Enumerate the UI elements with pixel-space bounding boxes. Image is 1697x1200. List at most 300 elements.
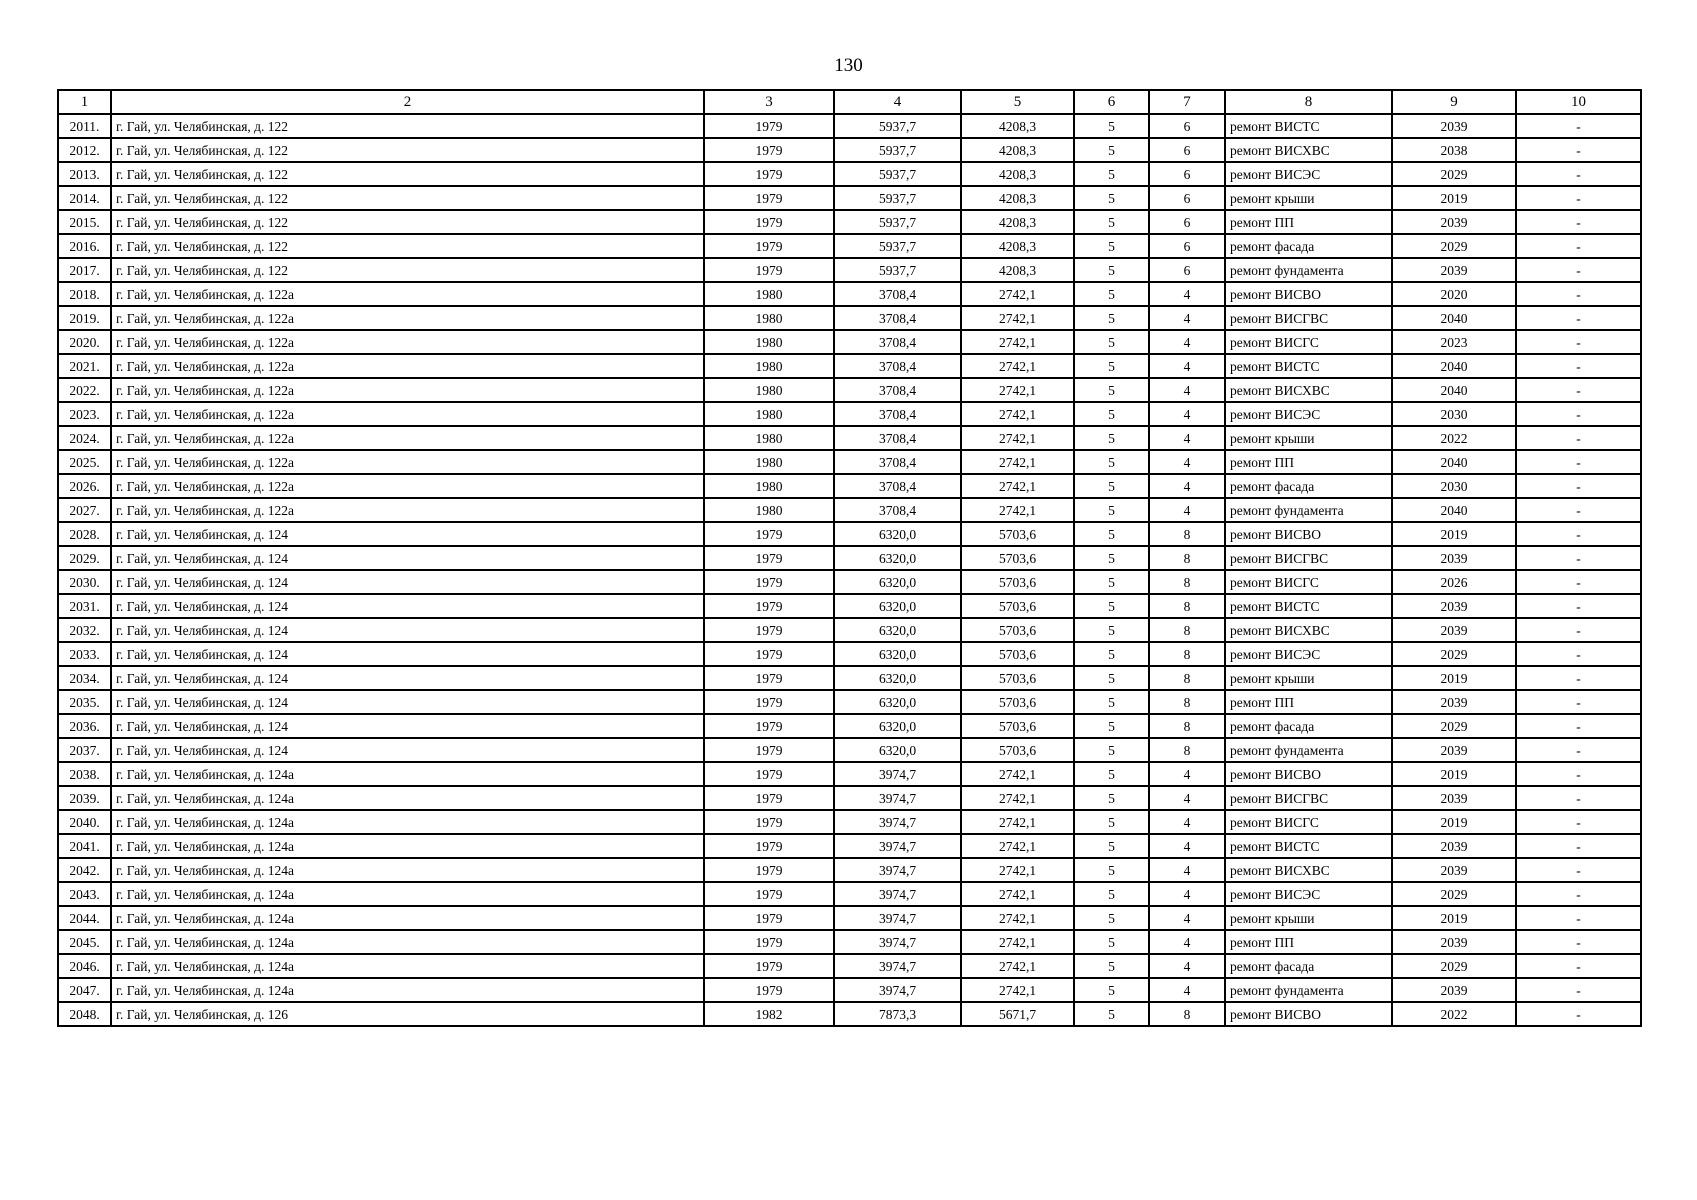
row-number-cell: 2037. [58,738,111,762]
note-cell: - [1516,138,1641,162]
build-year-cell: 1980 [704,330,834,354]
floors-cell: 5 [1074,210,1149,234]
row-number-cell: 2034. [58,666,111,690]
floors-cell: 5 [1074,858,1149,882]
entrances-cell: 4 [1149,930,1225,954]
table-row [58,546,1641,570]
living-area-cell: 2742,1 [961,834,1074,858]
total-area-cell: 5937,7 [834,138,961,162]
planned-year-cell: 2039 [1392,618,1516,642]
work-type-cell: ремонт ПП [1225,210,1392,234]
work-type-cell: ремонт ВИСЭС [1225,642,1392,666]
row-number-cell: 2048. [58,1002,111,1026]
row-number-cell: 2036. [58,714,111,738]
work-type-cell: ремонт фундамента [1225,978,1392,1002]
address-cell: г. Гай, ул. Челябинская, д. 122а [111,450,704,474]
build-year-cell: 1979 [704,234,834,258]
living-area-cell: 2742,1 [961,426,1074,450]
entrances-cell: 8 [1149,642,1225,666]
build-year-cell: 1979 [704,162,834,186]
table-row [58,402,1641,426]
row-number-cell: 2011. [58,114,111,138]
planned-year-cell: 2029 [1392,162,1516,186]
note-cell: - [1516,114,1641,138]
build-year-cell: 1979 [704,930,834,954]
note-cell: - [1516,714,1641,738]
living-area-cell: 2742,1 [961,354,1074,378]
planned-year-cell: 2029 [1392,234,1516,258]
address-cell: г. Гай, ул. Челябинская, д. 124а [111,858,704,882]
planned-year-cell: 2020 [1392,282,1516,306]
row-number-cell: 2012. [58,138,111,162]
address-cell: г. Гай, ул. Челябинская, д. 122а [111,330,704,354]
work-type-cell: ремонт крыши [1225,666,1392,690]
repair-schedule-table [57,89,1642,1027]
address-cell: г. Гай, ул. Челябинская, д. 122а [111,378,704,402]
work-type-cell: ремонт ВИСГВС [1225,786,1392,810]
build-year-cell: 1979 [704,858,834,882]
table-row [58,954,1641,978]
entrances-cell: 4 [1149,426,1225,450]
table-row [58,450,1641,474]
note-cell: - [1516,786,1641,810]
build-year-cell: 1980 [704,474,834,498]
floors-cell: 5 [1074,498,1149,522]
entrances-cell: 8 [1149,618,1225,642]
work-type-cell: ремонт фундамента [1225,498,1392,522]
living-area-cell: 2742,1 [961,906,1074,930]
entrances-cell: 8 [1149,546,1225,570]
floors-cell: 5 [1074,138,1149,162]
work-type-cell: ремонт крыши [1225,906,1392,930]
note-cell: - [1516,642,1641,666]
floors-cell: 5 [1074,354,1149,378]
living-area-cell: 4208,3 [961,234,1074,258]
work-type-cell: ремонт ПП [1225,450,1392,474]
planned-year-cell: 2039 [1392,834,1516,858]
table-row [58,906,1641,930]
living-area-cell: 5703,6 [961,522,1074,546]
work-type-cell: ремонт ВИСГВС [1225,546,1392,570]
total-area-cell: 3974,7 [834,810,961,834]
table-row [58,210,1641,234]
note-cell: - [1516,810,1641,834]
row-number-cell: 2033. [58,642,111,666]
floors-cell: 5 [1074,234,1149,258]
total-area-cell: 6320,0 [834,594,961,618]
work-type-cell: ремонт ВИСВО [1225,1002,1392,1026]
table-row [58,306,1641,330]
row-number-cell: 2021. [58,354,111,378]
address-cell: г. Гай, ул. Челябинская, д. 122 [111,258,704,282]
entrances-cell: 8 [1149,522,1225,546]
work-type-cell: ремонт ВИСТС [1225,114,1392,138]
row-number-cell: 2045. [58,930,111,954]
work-type-cell: ремонт фундамента [1225,258,1392,282]
planned-year-cell: 2030 [1392,474,1516,498]
note-cell: - [1516,258,1641,282]
row-number-cell: 2029. [58,546,111,570]
row-number-cell: 2032. [58,618,111,642]
total-area-cell: 3708,4 [834,402,961,426]
table-row [58,234,1641,258]
total-area-cell: 6320,0 [834,642,961,666]
total-area-cell: 5937,7 [834,234,961,258]
planned-year-cell: 2030 [1392,402,1516,426]
entrances-cell: 4 [1149,402,1225,426]
build-year-cell: 1979 [704,906,834,930]
table-row [58,882,1641,906]
work-type-cell: ремонт фасада [1225,954,1392,978]
work-type-cell: ремонт ВИСЭС [1225,402,1392,426]
address-cell: г. Гай, ул. Челябинская, д. 122а [111,354,704,378]
address-cell: г. Гай, ул. Челябинская, д. 124а [111,930,704,954]
planned-year-cell: 2023 [1392,330,1516,354]
total-area-cell: 6320,0 [834,522,961,546]
row-number-cell: 2040. [58,810,111,834]
total-area-cell: 5937,7 [834,114,961,138]
planned-year-cell: 2039 [1392,258,1516,282]
planned-year-cell: 2029 [1392,714,1516,738]
floors-cell: 5 [1074,618,1149,642]
table-row [58,330,1641,354]
work-type-cell: ремонт крыши [1225,426,1392,450]
address-cell: г. Гай, ул. Челябинская, д. 122а [111,402,704,426]
work-type-cell: ремонт ВИСЭС [1225,882,1392,906]
total-area-cell: 3708,4 [834,498,961,522]
entrances-cell: 6 [1149,138,1225,162]
total-area-cell: 5937,7 [834,162,961,186]
entrances-cell: 4 [1149,882,1225,906]
address-cell: г. Гай, ул. Челябинская, д. 124 [111,738,704,762]
table-row [58,666,1641,690]
total-area-cell: 5937,7 [834,210,961,234]
living-area-cell: 2742,1 [961,306,1074,330]
work-type-cell: ремонт ВИСХВС [1225,858,1392,882]
build-year-cell: 1979 [704,834,834,858]
row-number-cell: 2016. [58,234,111,258]
floors-cell: 5 [1074,690,1149,714]
column-header: 6 [1074,90,1149,114]
row-number-cell: 2018. [58,282,111,306]
living-area-cell: 2742,1 [961,330,1074,354]
build-year-cell: 1979 [704,546,834,570]
entrances-cell: 6 [1149,258,1225,282]
work-type-cell: ремонт ВИСТС [1225,834,1392,858]
living-area-cell: 2742,1 [961,930,1074,954]
total-area-cell: 6320,0 [834,690,961,714]
planned-year-cell: 2019 [1392,666,1516,690]
floors-cell: 5 [1074,882,1149,906]
note-cell: - [1516,930,1641,954]
living-area-cell: 5703,6 [961,642,1074,666]
work-type-cell: ремонт ВИСГС [1225,330,1392,354]
note-cell: - [1516,1002,1641,1026]
column-header: 1 [58,90,111,114]
note-cell: - [1516,834,1641,858]
planned-year-cell: 2039 [1392,738,1516,762]
work-type-cell: ремонт ВИСХВС [1225,378,1392,402]
entrances-cell: 4 [1149,810,1225,834]
note-cell: - [1516,618,1641,642]
work-type-cell: ремонт ВИСТС [1225,354,1392,378]
living-area-cell: 2742,1 [961,858,1074,882]
table-body [58,114,1641,1026]
total-area-cell: 3974,7 [834,978,961,1002]
row-number-cell: 2041. [58,834,111,858]
living-area-cell: 5703,6 [961,618,1074,642]
address-cell: г. Гай, ул. Челябинская, д. 122а [111,306,704,330]
row-number-cell: 2020. [58,330,111,354]
total-area-cell: 3708,4 [834,450,961,474]
table-row [58,930,1641,954]
entrances-cell: 4 [1149,954,1225,978]
table-row [58,138,1641,162]
floors-cell: 5 [1074,954,1149,978]
total-area-cell: 6320,0 [834,714,961,738]
build-year-cell: 1979 [704,258,834,282]
row-number-cell: 2026. [58,474,111,498]
table-row [58,282,1641,306]
address-cell: г. Гай, ул. Челябинская, д. 124а [111,882,704,906]
build-year-cell: 1979 [704,210,834,234]
address-cell: г. Гай, ул. Челябинская, д. 122а [111,498,704,522]
living-area-cell: 2742,1 [961,882,1074,906]
column-header: 8 [1225,90,1392,114]
build-year-cell: 1979 [704,522,834,546]
row-number-cell: 2024. [58,426,111,450]
note-cell: - [1516,234,1641,258]
table-row [58,162,1641,186]
planned-year-cell: 2029 [1392,642,1516,666]
floors-cell: 5 [1074,378,1149,402]
entrances-cell: 8 [1149,714,1225,738]
planned-year-cell: 2029 [1392,954,1516,978]
address-cell: г. Гай, ул. Челябинская, д. 124 [111,546,704,570]
note-cell: - [1516,354,1641,378]
address-cell: г. Гай, ул. Челябинская, д. 124 [111,642,704,666]
column-header: 7 [1149,90,1225,114]
living-area-cell: 5703,6 [961,594,1074,618]
entrances-cell: 8 [1149,594,1225,618]
address-cell: г. Гай, ул. Челябинская, д. 124а [111,786,704,810]
note-cell: - [1516,162,1641,186]
table-row [58,786,1641,810]
note-cell: - [1516,666,1641,690]
build-year-cell: 1979 [704,666,834,690]
floors-cell: 5 [1074,186,1149,210]
entrances-cell: 8 [1149,738,1225,762]
floors-cell: 5 [1074,930,1149,954]
entrances-cell: 4 [1149,474,1225,498]
living-area-cell: 5703,6 [961,690,1074,714]
floors-cell: 5 [1074,450,1149,474]
living-area-cell: 2742,1 [961,954,1074,978]
table-row [58,114,1641,138]
table-row [58,738,1641,762]
work-type-cell: ремонт ВИСХВС [1225,138,1392,162]
total-area-cell: 6320,0 [834,738,961,762]
note-cell: - [1516,594,1641,618]
note-cell: - [1516,498,1641,522]
living-area-cell: 2742,1 [961,978,1074,1002]
entrances-cell: 4 [1149,786,1225,810]
table-row [58,474,1641,498]
planned-year-cell: 2022 [1392,426,1516,450]
total-area-cell: 3974,7 [834,834,961,858]
table-row [58,810,1641,834]
page-number: 130 [834,55,863,76]
total-area-cell: 3974,7 [834,786,961,810]
living-area-cell: 2742,1 [961,810,1074,834]
work-type-cell: ремонт фундамента [1225,738,1392,762]
address-cell: г. Гай, ул. Челябинская, д. 122 [111,234,704,258]
note-cell: - [1516,186,1641,210]
note-cell: - [1516,282,1641,306]
work-type-cell: ремонт ВИСВО [1225,282,1392,306]
floors-cell: 5 [1074,570,1149,594]
work-type-cell: ремонт ВИСГВС [1225,306,1392,330]
build-year-cell: 1980 [704,402,834,426]
row-number-cell: 2044. [58,906,111,930]
build-year-cell: 1980 [704,354,834,378]
living-area-cell: 2742,1 [961,786,1074,810]
address-cell: г. Гай, ул. Челябинская, д. 124 [111,714,704,738]
floors-cell: 5 [1074,594,1149,618]
entrances-cell: 6 [1149,114,1225,138]
entrances-cell: 4 [1149,282,1225,306]
living-area-cell: 2742,1 [961,762,1074,786]
total-area-cell: 3974,7 [834,930,961,954]
build-year-cell: 1982 [704,1002,834,1026]
address-cell: г. Гай, ул. Челябинская, д. 124 [111,570,704,594]
table-row [58,258,1641,282]
table-row [58,426,1641,450]
total-area-cell: 5937,7 [834,186,961,210]
note-cell: - [1516,762,1641,786]
note-cell: - [1516,570,1641,594]
total-area-cell: 3974,7 [834,858,961,882]
total-area-cell: 5937,7 [834,258,961,282]
entrances-cell: 4 [1149,498,1225,522]
living-area-cell: 2742,1 [961,450,1074,474]
row-number-cell: 2023. [58,402,111,426]
entrances-cell: 8 [1149,570,1225,594]
note-cell: - [1516,954,1641,978]
planned-year-cell: 2040 [1392,378,1516,402]
row-number-cell: 2035. [58,690,111,714]
entrances-cell: 8 [1149,1002,1225,1026]
entrances-cell: 8 [1149,666,1225,690]
row-number-cell: 2019. [58,306,111,330]
column-header: 10 [1516,90,1641,114]
row-number-cell: 2038. [58,762,111,786]
planned-year-cell: 2039 [1392,594,1516,618]
living-area-cell: 5703,6 [961,666,1074,690]
total-area-cell: 3708,4 [834,354,961,378]
build-year-cell: 1979 [704,138,834,162]
total-area-cell: 6320,0 [834,618,961,642]
total-area-cell: 3708,4 [834,330,961,354]
floors-cell: 5 [1074,738,1149,762]
note-cell: - [1516,378,1641,402]
work-type-cell: ремонт ВИСЭС [1225,162,1392,186]
planned-year-cell: 2040 [1392,498,1516,522]
build-year-cell: 1979 [704,642,834,666]
table-row [58,978,1641,1002]
build-year-cell: 1979 [704,114,834,138]
total-area-cell: 3708,4 [834,474,961,498]
address-cell: г. Гай, ул. Челябинская, д. 124 [111,618,704,642]
planned-year-cell: 2019 [1392,810,1516,834]
address-cell: г. Гай, ул. Челябинская, д. 122 [111,186,704,210]
address-cell: г. Гай, ул. Челябинская, д. 122а [111,426,704,450]
work-type-cell: ремонт фасада [1225,714,1392,738]
planned-year-cell: 2022 [1392,1002,1516,1026]
living-area-cell: 5703,6 [961,570,1074,594]
address-cell: г. Гай, ул. Челябинская, д. 126 [111,1002,704,1026]
table-row [58,618,1641,642]
address-cell: г. Гай, ул. Челябинская, д. 122 [111,162,704,186]
living-area-cell: 2742,1 [961,474,1074,498]
build-year-cell: 1979 [704,762,834,786]
planned-year-cell: 2039 [1392,690,1516,714]
column-header: 3 [704,90,834,114]
living-area-cell: 4208,3 [961,114,1074,138]
planned-year-cell: 2019 [1392,186,1516,210]
entrances-cell: 4 [1149,378,1225,402]
build-year-cell: 1979 [704,786,834,810]
floors-cell: 5 [1074,306,1149,330]
planned-year-cell: 2040 [1392,450,1516,474]
floors-cell: 5 [1074,258,1149,282]
row-number-cell: 2030. [58,570,111,594]
work-type-cell: ремонт ВИСТС [1225,594,1392,618]
living-area-cell: 2742,1 [961,378,1074,402]
floors-cell: 5 [1074,642,1149,666]
column-header: 4 [834,90,961,114]
planned-year-cell: 2019 [1392,762,1516,786]
note-cell: - [1516,882,1641,906]
floors-cell: 5 [1074,1002,1149,1026]
table-row [58,690,1641,714]
planned-year-cell: 2039 [1392,930,1516,954]
row-number-cell: 2028. [58,522,111,546]
entrances-cell: 4 [1149,306,1225,330]
work-type-cell: ремонт фасада [1225,234,1392,258]
build-year-cell: 1979 [704,714,834,738]
planned-year-cell: 2019 [1392,906,1516,930]
planned-year-cell: 2029 [1392,882,1516,906]
note-cell: - [1516,402,1641,426]
address-cell: г. Гай, ул. Челябинская, д. 124а [111,906,704,930]
floors-cell: 5 [1074,834,1149,858]
floors-cell: 5 [1074,474,1149,498]
living-area-cell: 4208,3 [961,186,1074,210]
entrances-cell: 4 [1149,906,1225,930]
living-area-cell: 2742,1 [961,282,1074,306]
floors-cell: 5 [1074,546,1149,570]
total-area-cell: 3708,4 [834,378,961,402]
floors-cell: 5 [1074,714,1149,738]
table-row [58,522,1641,546]
note-cell: - [1516,738,1641,762]
address-cell: г. Гай, ул. Челябинская, д. 124а [111,810,704,834]
build-year-cell: 1980 [704,426,834,450]
work-type-cell: ремонт ВИСГС [1225,810,1392,834]
total-area-cell: 6320,0 [834,666,961,690]
work-type-cell: ремонт ВИСХВС [1225,618,1392,642]
